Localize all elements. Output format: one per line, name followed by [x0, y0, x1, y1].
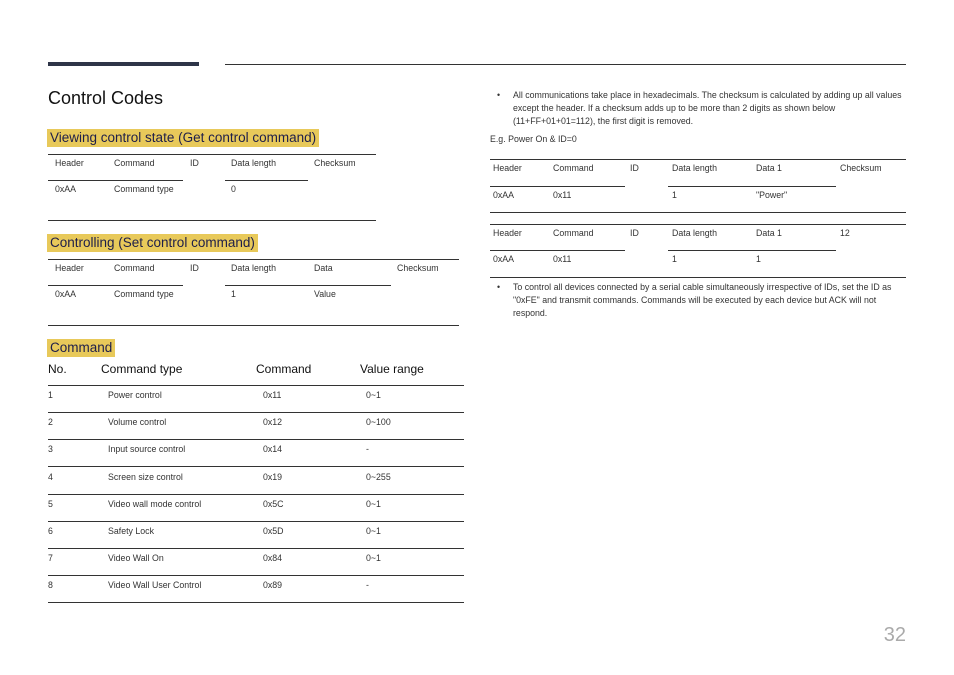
- command-row-divider: [48, 575, 464, 576]
- command-col-header: No.: [48, 362, 67, 376]
- command-row-divider: [48, 548, 464, 549]
- command-cell: 0x14: [263, 444, 283, 455]
- example1-header-cell: ID: [630, 163, 639, 173]
- command-cell: Video wall mode control: [108, 498, 202, 509]
- example2-row-cell: 0xAA: [493, 254, 515, 264]
- command-row-divider: [48, 494, 464, 495]
- example1-row-cell: 0xAA: [493, 190, 515, 200]
- example2-header-cell: Header: [493, 228, 522, 238]
- example2-header-cell: Data 1: [756, 228, 782, 238]
- controlling-header-cell: Checksum: [397, 263, 439, 273]
- viewing-header-cell: ID: [190, 158, 199, 168]
- controlling-row-cell: Value: [314, 289, 336, 299]
- example2-checksum-value: 12: [840, 228, 850, 238]
- viewing-heading: Viewing control state (Get control command): [47, 129, 319, 147]
- command-row-divider: [48, 412, 464, 413]
- example2-header-cell: Command: [553, 228, 594, 238]
- example1-row-cell: 1: [672, 190, 677, 200]
- command-cell: 8: [48, 580, 53, 591]
- header-rule: [225, 64, 906, 65]
- controlling-header-cell: Header: [55, 263, 84, 273]
- controlling-header-cell: Data length: [231, 263, 276, 273]
- command-col-header: Value range: [360, 362, 424, 376]
- command-cell: 0~100: [366, 417, 391, 428]
- controlling-row-cell: Command type: [114, 289, 174, 299]
- command-col-header: Command type: [101, 362, 183, 376]
- command-cell: 0~255: [366, 471, 391, 482]
- command-heading: Command: [47, 339, 115, 357]
- example1-header-cell: Data 1: [756, 163, 782, 173]
- command-row-divider: [48, 521, 464, 522]
- viewing-row-cell: 0xAA: [55, 184, 77, 194]
- note-broadcast-text: To control all devices connected by a serial cable simultaneously irrespective of IDs, set the ID as "0xFE" and transmit commands. Commands will be executed by each device but ACK will not respond.: [513, 282, 892, 318]
- command-cell: 0x12: [263, 417, 283, 428]
- command-cell: 1: [48, 390, 53, 400]
- command-cell: 0x5C: [263, 498, 284, 509]
- command-cell: 2: [48, 417, 53, 428]
- command-row-divider: [48, 466, 464, 467]
- command-cell: 4: [48, 471, 53, 482]
- command-cell: 0~1: [366, 498, 381, 509]
- command-cell: 0x89: [263, 580, 283, 591]
- controlling-header-cell: Command: [114, 263, 155, 273]
- command-row-divider: [48, 439, 464, 440]
- example2-row-cell: 1: [756, 254, 761, 264]
- command-cell: 0~1: [366, 526, 381, 536]
- viewing-header-cell: Header: [55, 158, 84, 168]
- command-cell: 0x84: [263, 553, 283, 564]
- command-cell: Video Wall User Control: [108, 580, 202, 591]
- viewing-header-cell: Command: [114, 158, 155, 168]
- example1-header-cell: Command: [553, 163, 594, 173]
- command-cell: 6: [48, 526, 53, 536]
- command-cell: 3: [48, 444, 53, 455]
- viewing-row-cell: Command type: [114, 184, 174, 194]
- command-cell: Video Wall On: [108, 553, 164, 564]
- viewing-header-cell: Checksum: [314, 158, 356, 168]
- command-cell: Input source control: [108, 444, 186, 455]
- controlling-row-cell: 0xAA: [55, 289, 77, 299]
- example1-row-cell: 0x11: [553, 190, 572, 200]
- command-cell: 0~1: [366, 390, 381, 400]
- note-checksum: • All communications take place in hexadecimals. The checksum is calculated by adding up all values except the header. If a checksum adds up to be more than 2 digits as shown below (11+FF+01+01=112), the first digit is removed.: [497, 90, 902, 126]
- command-cell: -: [366, 580, 369, 591]
- command-cell: Power control: [108, 390, 162, 400]
- controlling-header-cell: ID: [190, 263, 199, 273]
- controlling-row-cell: 1: [231, 289, 236, 299]
- page-title: Control Codes: [48, 88, 164, 108]
- command-cell: -: [366, 444, 369, 455]
- controlling-heading: Controlling (Set control command): [47, 234, 258, 252]
- command-cell: Volume control: [108, 417, 167, 428]
- command-cell: 0~1: [366, 553, 381, 564]
- example1-header-cell: Data length: [672, 163, 717, 173]
- example-label: E.g. Power On & ID=0: [490, 134, 577, 144]
- example2-row-cell: 1: [672, 254, 677, 264]
- example1-row-cell: "Power": [756, 190, 788, 200]
- note-broadcast: • To control all devices connected by a serial cable simultaneously irrespective of IDs, set the ID as "0xFE" and transmit commands. Commands will be executed by each device but ACK will not respond.: [497, 281, 902, 320]
- command-row-divider: [48, 602, 464, 603]
- note-checksum-text: All communications take place in hexadecimals. The checksum is calculated by adding up all values except the header. If a checksum adds up to be more than 2 digits as shown below (11+FF+01+01=112), the first digit is removed.: [513, 90, 902, 126]
- header-accent-bar: [48, 62, 199, 66]
- command-cell: Safety Lock: [108, 526, 154, 536]
- example2-header-cell: Data length: [672, 228, 717, 238]
- command-cell: 0x19: [263, 471, 283, 482]
- command-cell: 7: [48, 553, 53, 564]
- example2-row-cell: 0x11: [553, 254, 572, 264]
- command-col-header: Command: [256, 362, 312, 376]
- page-number: 32: [883, 624, 906, 646]
- example1-header-cell: Header: [493, 163, 522, 173]
- example2-header-cell: ID: [630, 228, 639, 238]
- command-cell: Screen size control: [108, 471, 183, 482]
- command-cell: 5: [48, 498, 53, 509]
- command-cell: 0x5D: [263, 526, 284, 536]
- controlling-header-cell: Data: [314, 263, 333, 273]
- command-cell: 0x11: [263, 390, 282, 400]
- viewing-header-cell: Data length: [231, 158, 276, 168]
- example1-header-cell: Checksum: [840, 163, 882, 173]
- viewing-row-cell: 0: [231, 184, 236, 194]
